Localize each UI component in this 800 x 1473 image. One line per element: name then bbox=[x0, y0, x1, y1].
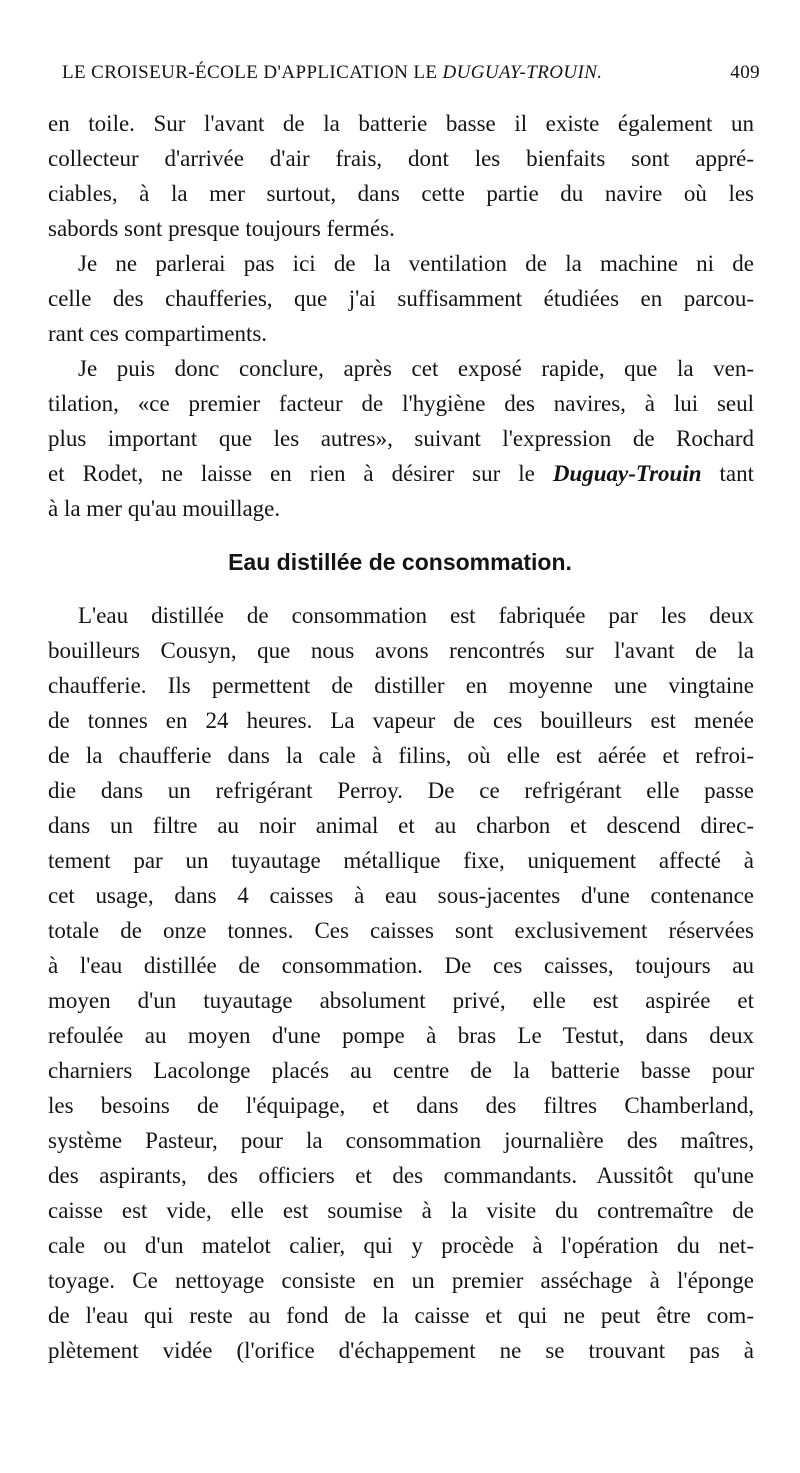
text-line: plètement vidée (l'orifice d'échappement ne se trouvant pas à bbox=[48, 1338, 754, 1363]
text-line: die dans un refrigérant Perroy. De ce refrigérant elle passe bbox=[48, 778, 754, 803]
text-line: cale ou d'un matelot calier, qui y procède à l'opération du net- bbox=[48, 1233, 754, 1258]
text-run: et Rodet, ne laisse en rien à désirer sur le bbox=[48, 461, 553, 486]
text-line: à l'eau distillée de consommation. De ces caisses, toujours au bbox=[48, 953, 754, 978]
text-line: ciables, à la mer surtout, dans cette partie du navire où les bbox=[48, 181, 754, 206]
text-line: caisse est vide, elle est soumise à la visite du contremaître de bbox=[48, 1198, 754, 1223]
section-heading: Eau distillée de consommation. bbox=[228, 549, 572, 575]
text-line: de la chaufferie dans la cale à filins, où elle est aérée et refroi- bbox=[48, 743, 754, 768]
text-line: de l'eau qui reste au fond de la caisse et qui ne peut être com- bbox=[48, 1303, 754, 1328]
running-title-prefix: LE CROISEUR-ÉCOLE D'APPLICATION LE bbox=[62, 62, 443, 83]
running-title bbox=[62, 62, 602, 84]
text-line: à la mer qu'au mouillage. bbox=[48, 496, 281, 521]
text-line: système Pasteur, pour la consommation journalière des maîtres, bbox=[48, 1128, 754, 1153]
text-line: bouilleurs Cousyn, que nous avons rencontrés sur l'avant de la bbox=[48, 638, 754, 663]
text-line: toyage. Ce nettoyage consiste en un premier asséchage à l'éponge bbox=[48, 1268, 754, 1293]
text-line: moyen d'un tuyautage absolument privé, elle est aspirée et bbox=[48, 988, 754, 1013]
running-head bbox=[48, 62, 760, 88]
text-line: L'eau distillée de consommation est fabriquée par les deux bbox=[78, 603, 754, 628]
text-line: charniers Lacolonge placés au centre de la batterie basse pour bbox=[48, 1058, 754, 1083]
text-line: cet usage, dans 4 caisses à eau sous-jacentes d'une contenance bbox=[48, 883, 754, 908]
page-number: 409 bbox=[730, 62, 760, 83]
text-line bbox=[48, 458, 754, 490]
text-line: rant ces compartiments. bbox=[48, 321, 268, 346]
text-line: tement par un tuyautage métallique fixe, uniquement affecté à bbox=[48, 848, 754, 873]
text-line: chaufferie. Ils permettent de distiller en moyenne une vingtaine bbox=[48, 673, 754, 698]
running-title-ship: DUGUAY-TROUIN. bbox=[442, 62, 603, 83]
text-line: collecteur d'arrivée d'air frais, dont les bienfaits sont appré- bbox=[48, 146, 754, 171]
text-line: en toile. Sur l'avant de la batterie basse il existe également un bbox=[48, 111, 754, 136]
text-line: celle des chaufferies, que j'ai suffisamment étudiées en parcou- bbox=[48, 286, 754, 311]
text-line: tilation, «ce premier facteur de l'hygiène des navires, à lui seul bbox=[48, 391, 754, 416]
text-line: de tonnes en 24 heures. La vapeur de ces bouilleurs est menée bbox=[48, 708, 754, 733]
text-line: Je puis donc conclure, après cet exposé rapide, que la ven- bbox=[78, 356, 754, 381]
text-line: totale de onze tonnes. Ces caisses sont exclusivement réservées bbox=[48, 918, 754, 943]
ship-name: Duguay-Trouin bbox=[552, 461, 702, 486]
text-run: tant bbox=[701, 461, 754, 486]
text-line: plus important que les autres», suivant l'expression de Rochard bbox=[48, 426, 754, 451]
text-line: Je ne parlerai pas ici de la ventilation de la machine ni de bbox=[78, 251, 754, 276]
text-line: des aspirants, des officiers et des commandants. Aussitôt qu'une bbox=[48, 1163, 754, 1188]
text-line: les besoins de l'équipage, et dans des filtres Chamberland, bbox=[48, 1093, 754, 1118]
text-line: sabords sont presque toujours fermés. bbox=[48, 216, 395, 241]
text-line: dans un filtre au noir animal et au charbon et descend direc- bbox=[48, 813, 754, 838]
text-line: refoulée au moyen d'une pompe à bras Le Testut, dans deux bbox=[48, 1023, 754, 1048]
